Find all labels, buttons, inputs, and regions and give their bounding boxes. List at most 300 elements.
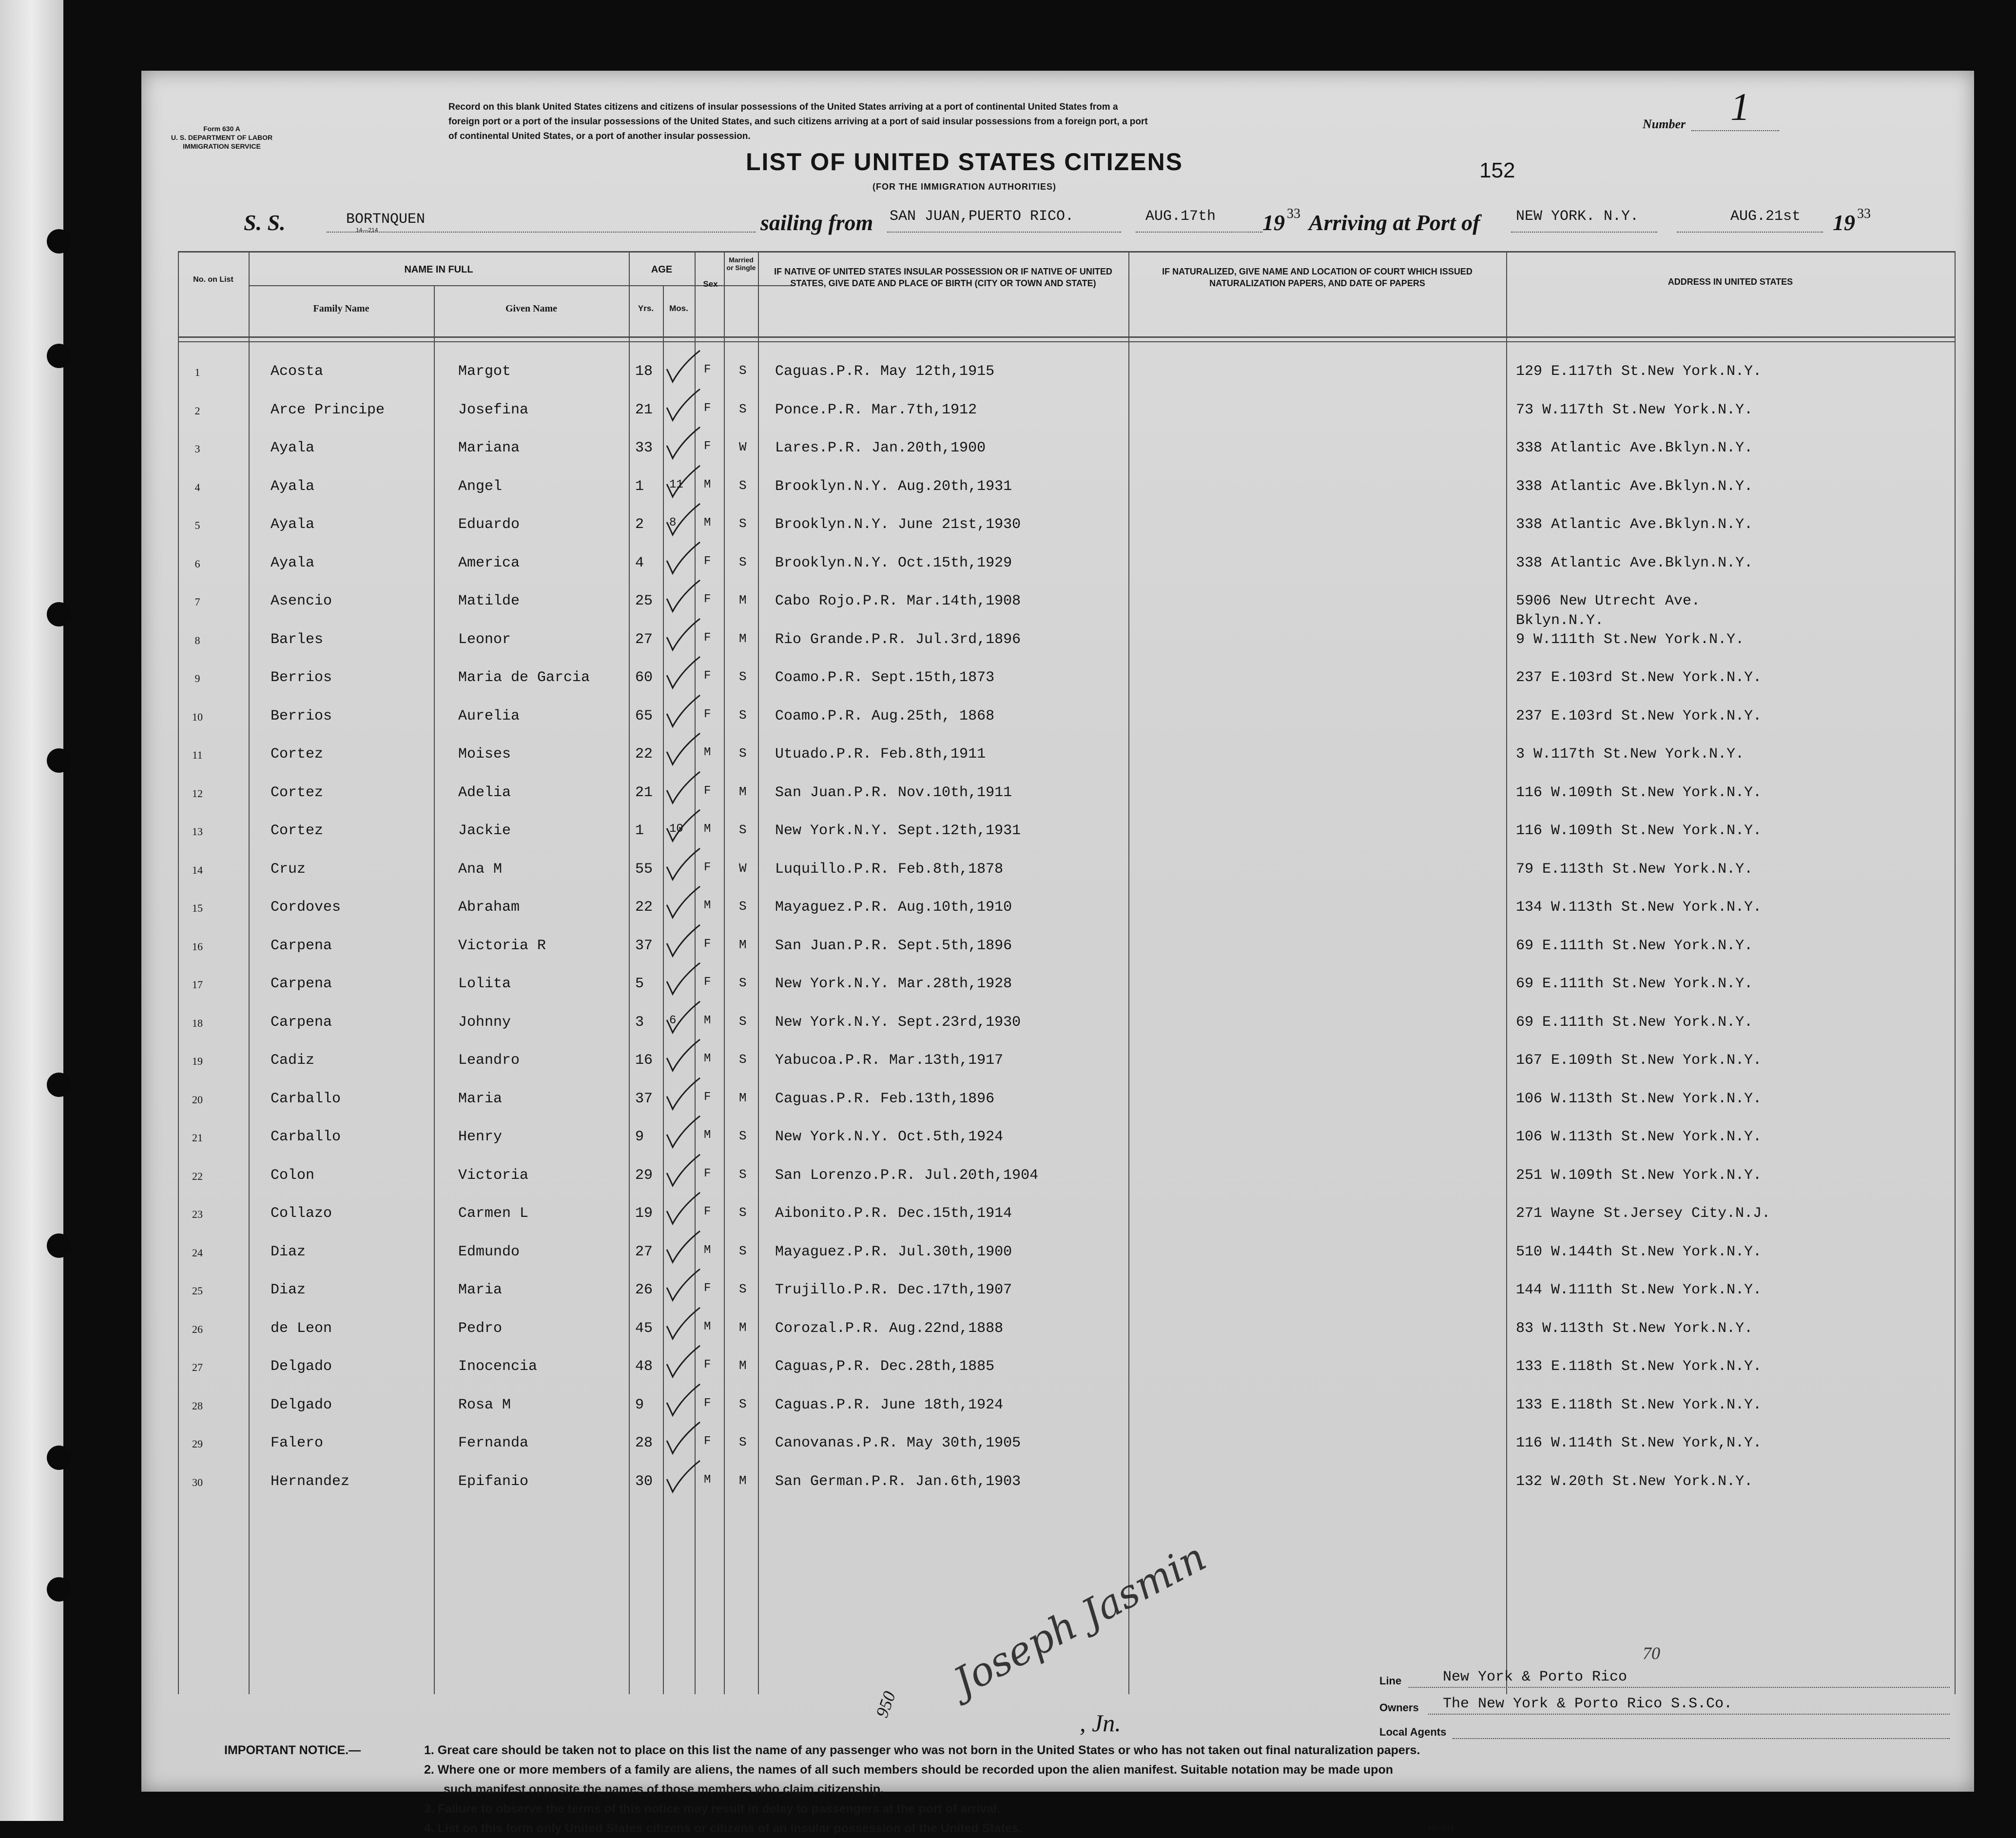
check-mark (663, 1268, 702, 1302)
family-name-cell: Carpena (271, 1014, 332, 1031)
address-cell: 237 E.103rd St.New York.N.Y. (1516, 669, 1762, 686)
family-name-cell: Colon (271, 1167, 315, 1184)
check-mark (663, 1115, 702, 1149)
given-name-cell: America (458, 555, 520, 571)
address-cell: 132 W.20th St.New York.N.Y. (1516, 1473, 1753, 1490)
birth-place-cell: Lares.P.R. Jan.20th,1900 (775, 440, 986, 456)
check-mark (663, 694, 702, 728)
birth-place-cell: Caguas.P.R. Feb.13th,1896 (775, 1091, 995, 1107)
row-number: 17 (192, 978, 203, 991)
row-number: 4 (194, 481, 200, 493)
given-name-cell: Abraham (458, 899, 520, 916)
marital-status-cell: S (739, 478, 747, 493)
handwritten-number: 1 (1730, 86, 1750, 129)
marital-status-cell: W (739, 440, 747, 454)
family-name-cell: Diaz (271, 1244, 306, 1260)
birth-place-cell: Aibonito.P.R. Dec.15th,1914 (775, 1205, 1012, 1222)
check-mark (663, 1460, 702, 1494)
age-years-cell: 3 (635, 1014, 644, 1031)
header-family-name: Family Name (313, 303, 369, 314)
birth-place-cell: Trujillo.P.R. Dec.17th,1907 (775, 1282, 1012, 1298)
age-years-cell: 37 (635, 1091, 653, 1107)
binder-hole (47, 1073, 71, 1097)
check-mark (663, 1038, 702, 1073)
check-mark (663, 1345, 702, 1379)
check-mark (663, 885, 702, 919)
age-years-cell: 22 (635, 746, 653, 763)
notice-line: such manifest opposite the names of those members who claim citizenship. (444, 1782, 884, 1796)
birth-place-cell: Luquillo.P.R. Feb.8th,1878 (775, 861, 1004, 878)
arrival-year: 33 (1857, 206, 1871, 221)
given-name-cell: Maria de Garcia (458, 669, 590, 686)
age-subheader-rule (629, 285, 695, 286)
address-cell: 144 W.111th St.New York.N.Y. (1516, 1282, 1762, 1298)
given-name-cell: Margot (458, 363, 511, 380)
birth-place-cell: San Juan.P.R. Nov.10th,1911 (775, 784, 1012, 801)
birth-place-cell: Coamo.P.R. Aug.25th, 1868 (775, 708, 995, 724)
check-mark (663, 771, 702, 805)
sex-cell: M (704, 1244, 711, 1257)
birth-place-cell: Coamo.P.R. Sept.15th,1873 (775, 669, 995, 686)
sex-cell: F (704, 593, 711, 606)
given-name-cell: Eduardo (458, 516, 520, 533)
check-mark (663, 618, 702, 652)
address-cell: 9 W.111th St.New York.N.Y. (1516, 631, 1745, 648)
header-no-on-list: No. on List (193, 275, 233, 284)
row-number: 24 (192, 1247, 203, 1259)
address-cell: 106 W.113th St.New York.N.Y. (1516, 1091, 1762, 1107)
family-name-cell: Acosta (271, 363, 324, 380)
marital-status-cell: S (739, 1205, 747, 1220)
address-cell: 338 Atlantic Ave.Bklyn.N.Y. (1516, 440, 1753, 456)
check-mark (663, 426, 702, 460)
binder-hole (47, 1233, 71, 1258)
sex-cell: M (704, 1052, 711, 1065)
sail-date: AUG.17th (1145, 208, 1216, 225)
age-years-cell: 28 (635, 1435, 653, 1451)
notice-line: 1. Great care should be taken not to place on this list the name of any passenger who was not born in the United States or who has not taken out final naturalization papers. (424, 1743, 1420, 1757)
inspector-signature: Joseph Jasmin (946, 1534, 1214, 1705)
owners-value: The New York & Porto Rico S.S.Co. (1443, 1696, 1733, 1712)
birth-place-cell: New York.N.Y. Sept.12th,1931 (775, 822, 1021, 839)
family-name-cell: Carballo (271, 1129, 341, 1145)
given-name-cell: Leonor (458, 631, 511, 648)
given-name-cell: Angel (458, 478, 503, 495)
birth-place-cell: San Lorenzo.P.R. Jul.20th,1904 (775, 1167, 1039, 1184)
marital-status-cell: M (739, 631, 747, 646)
family-name-cell: Falero (271, 1435, 324, 1451)
check-mark (663, 1000, 702, 1035)
marital-status-cell: M (739, 1473, 747, 1488)
marital-status-cell: S (739, 708, 747, 723)
sex-cell: M (704, 478, 711, 491)
row-number: 3 (194, 443, 200, 455)
given-name-cell: Victoria R (458, 938, 546, 954)
marital-status-cell: S (739, 1014, 747, 1029)
family-name-cell: Ayala (271, 440, 315, 456)
age-months-cell: 8 (669, 516, 677, 529)
form-number: Form 630 A (203, 125, 240, 133)
check-mark (663, 388, 702, 422)
notice-line: 2. Where one or more members of a family are aliens, the names of all such members should be recorded upon the alien manifest. Suitable notation may be made upon (424, 1763, 1393, 1777)
birth-place-cell: New York.N.Y. Oct.5th,1924 (775, 1129, 1004, 1145)
family-name-cell: Berrios (271, 669, 332, 686)
birth-place-cell: Brooklyn.N.Y. Aug.20th,1931 (775, 478, 1012, 495)
family-name-cell: Collazo (271, 1205, 332, 1222)
marital-status-cell: S (739, 746, 747, 761)
address-cell: 338 Atlantic Ave.Bklyn.N.Y. (1516, 478, 1753, 495)
birth-place-cell: Brooklyn.N.Y. June 21st,1930 (775, 516, 1021, 533)
age-years-cell: 4 (635, 555, 644, 571)
marital-status-cell: M (739, 1358, 747, 1373)
family-name-cell: Carpena (271, 938, 332, 954)
address-cell: 116 W.109th St.New York.N.Y. (1516, 822, 1762, 839)
given-name-cell: Matilde (458, 593, 520, 609)
age-years-cell: 18 (635, 363, 653, 380)
family-name-cell: Ayala (271, 516, 315, 533)
given-name-cell: Maria (458, 1282, 503, 1298)
birth-place-cell: Rio Grande.P.R. Jul.3rd,1896 (775, 631, 1021, 648)
address-cell: 106 W.113th St.New York.N.Y. (1516, 1129, 1762, 1145)
col-rule (1128, 251, 1129, 1694)
given-name-cell: Aurelia (458, 708, 520, 724)
given-name-cell: Jackie (458, 822, 511, 839)
family-name-cell: Cordoves (271, 899, 341, 916)
sex-cell: F (704, 1397, 711, 1410)
family-name-cell: Asencio (271, 593, 332, 609)
sex-cell: M (704, 1014, 711, 1027)
table-top-rule (178, 251, 1955, 253)
ship-underline (327, 232, 756, 233)
family-name-cell: Hernandez (271, 1473, 350, 1490)
col-rule (249, 251, 250, 1694)
birth-place-cell: Caguas.P.R. May 12th,1915 (775, 363, 995, 380)
family-name-cell: Diaz (271, 1282, 306, 1298)
header-naturalized: IF NATURALIZED, GIVE NAME AND LOCATION OF COURT WHICH ISSUED NATURALIZATION PAPERS, AND DATE OF PAPERS (1162, 267, 1473, 288)
address-cell: 116 W.109th St.New York.N.Y. (1516, 784, 1762, 801)
address-cell: 73 W.117th St.New York.N.Y. (1516, 402, 1753, 418)
marital-status-cell: S (739, 822, 747, 837)
agents-underline (1453, 1738, 1950, 1739)
check-mark (663, 847, 702, 881)
age-years-cell: 19 (635, 1205, 653, 1222)
check-mark (663, 962, 702, 996)
col-rule (434, 285, 435, 1694)
sex-cell: F (704, 1282, 711, 1295)
line-value: New York & Porto Rico (1443, 1669, 1628, 1685)
sex-cell: F (704, 708, 711, 721)
marital-status-cell: S (739, 1282, 747, 1296)
row-number: 28 (192, 1400, 203, 1412)
sex-cell: M (704, 1129, 711, 1142)
form-title: LIST OF UNITED STATES CITIZENS (746, 148, 1183, 176)
given-name-cell: Ana M (458, 861, 503, 878)
age-years-cell: 27 (635, 1244, 653, 1260)
family-name-cell: Ayala (271, 555, 315, 571)
form-subtitle: (FOR THE IMMIGRATION AUTHORITIES) (872, 182, 1056, 192)
row-number: 15 (192, 902, 203, 914)
birth-place-cell: New York.N.Y. Mar.28th,1928 (775, 976, 1012, 992)
address-cell: 251 W.109th St.New York.N.Y. (1516, 1167, 1762, 1184)
address-cell: 133 E.118th St.New York.N.Y. (1516, 1397, 1762, 1413)
sex-cell: F (704, 669, 711, 683)
table-header-rule-2 (178, 341, 1955, 342)
marital-status-cell: S (739, 1244, 747, 1258)
marital-status-cell: S (739, 976, 747, 990)
address-cell: 69 E.111th St.New York.N.Y. (1516, 938, 1753, 954)
binder-hole (47, 1446, 71, 1470)
age-years-cell: 65 (635, 708, 653, 724)
row-number: 19 (192, 1055, 203, 1067)
family-name-cell: Cadiz (271, 1052, 315, 1069)
col-rule (758, 251, 759, 1694)
birth-place-cell: San German.P.R. Jan.6th,1903 (775, 1473, 1021, 1490)
row-number: 13 (192, 825, 203, 838)
binder-hole (47, 229, 71, 254)
row-number: 6 (194, 558, 200, 570)
birth-place-cell: Ponce.P.R. Mar.7th,1912 (775, 402, 977, 418)
sex-cell: F (704, 1358, 711, 1371)
form-description (448, 100, 1148, 144)
row-number: 26 (192, 1323, 203, 1335)
arrival-date-underline (1677, 232, 1823, 233)
address-cell: 271 Wayne St.Jersey City.N.J. (1516, 1205, 1771, 1222)
age-years-cell: 25 (635, 593, 653, 609)
sex-cell: F (704, 1205, 711, 1218)
address-cell: 134 W.113th St.New York.N.Y. (1516, 899, 1762, 916)
header-yrs: Yrs. (638, 304, 654, 313)
binder-hole (47, 344, 71, 368)
row-number: 8 (194, 634, 200, 646)
birth-place-cell: Yabucoa.P.R. Mar.13th,1917 (775, 1052, 1004, 1069)
header-mos: Mos. (669, 304, 688, 313)
check-mark (663, 1154, 702, 1188)
given-name-cell: Fernanda (458, 1435, 529, 1451)
address-cell: 5906 New Utrecht Ave. (1516, 593, 1701, 609)
sex-cell: F (704, 1435, 711, 1448)
birth-place-cell: Utuado.P.R. Feb.8th,1911 (775, 746, 986, 763)
ss-label: S. S. (244, 210, 286, 235)
sex-cell: M (704, 746, 711, 759)
given-name-cell: Josefina (458, 402, 529, 418)
given-name-cell: Victoria (458, 1167, 529, 1184)
sex-cell: M (704, 1473, 711, 1486)
age-years-cell: 60 (635, 669, 653, 686)
row-number: 27 (192, 1361, 203, 1373)
marital-status-cell: M (739, 1091, 747, 1105)
age-years-cell: 5 (635, 976, 644, 992)
birth-place-cell: Caguas,P.R. Dec.28th,1885 (775, 1358, 995, 1375)
given-name-cell: Moises (458, 746, 511, 763)
check-mark (663, 656, 702, 690)
header-married-single: Married or Single (726, 256, 756, 272)
age-years-cell: 21 (635, 784, 653, 801)
sex-cell: F (704, 440, 711, 453)
address-cell: 116 W.114th St.New York,N.Y. (1516, 1435, 1762, 1451)
table-header-rule (178, 336, 1955, 338)
header-birth: IF NATIVE OF UNITED STATES INSULAR POSSESSION OR IF NATIVE OF UNITED STATES, GIVE DATE AND PLACE OF BIRTH (CITY OR TOWN AND STATE) (774, 267, 1112, 288)
address-cell: 510 W.144th St.New York.N.Y. (1516, 1244, 1762, 1260)
binder-hole (47, 1577, 71, 1602)
address-cell: 133 E.118th St.New York.N.Y. (1516, 1358, 1762, 1375)
binder-strip (0, 0, 63, 1821)
year-prefix: 19 (1262, 210, 1285, 235)
sex-cell: F (704, 784, 711, 798)
given-name-cell: Mariana (458, 440, 520, 456)
address-cell: 129 E.117th St.New York.N.Y. (1516, 363, 1762, 380)
given-name-cell: Leandro (458, 1052, 520, 1069)
age-years-cell: 9 (635, 1397, 644, 1413)
arrival-year-prefix: 19 (1833, 210, 1855, 235)
row-number: 5 (194, 519, 200, 531)
sex-cell: M (704, 822, 711, 836)
address-cell: 79 E.113th St.New York.N.Y. (1516, 861, 1753, 878)
row-number: 21 (192, 1132, 203, 1144)
sex-cell: F (704, 861, 711, 874)
number-label: Number (1643, 117, 1686, 131)
age-years-cell: 16 (635, 1052, 653, 1069)
given-name-cell: Edmundo (458, 1244, 520, 1260)
agents-label: Local Agents (1379, 1726, 1447, 1738)
service-name: IMMIGRATION SERVICE (183, 142, 261, 150)
family-name-cell: Barles (271, 631, 324, 648)
sail-year: 33 (1287, 206, 1300, 221)
family-name-cell: de Leon (271, 1320, 332, 1337)
family-name-cell: Berrios (271, 708, 332, 724)
col-rule (629, 251, 630, 1694)
check-mark (663, 541, 702, 575)
row-number: 22 (192, 1170, 203, 1182)
age-years-cell: 1 (635, 478, 644, 495)
line-underline (1409, 1687, 1950, 1688)
age-years-cell: 55 (635, 861, 653, 878)
row-number: 7 (194, 596, 200, 608)
given-name-cell: Rosa M (458, 1397, 511, 1413)
manifest-page (141, 71, 1974, 1835)
sex-cell: F (704, 938, 711, 951)
notice-title: IMPORTANT NOTICE.— (224, 1743, 361, 1757)
family-name-cell: Delgado (271, 1358, 332, 1375)
check-mark (663, 1192, 702, 1226)
age-years-cell: 45 (635, 1320, 653, 1337)
age-years-cell: 2 (635, 516, 644, 533)
check-mark (663, 350, 702, 384)
sex-cell: M (704, 516, 711, 529)
address-cell: 83 W.113th St.New York.N.Y. (1516, 1320, 1753, 1337)
marital-status-cell: S (739, 402, 747, 416)
sex-cell: M (704, 1320, 711, 1333)
age-years-cell: 9 (635, 1129, 644, 1145)
age-years-cell: 29 (635, 1167, 653, 1184)
notice-line: 3. Failure to observe the terms of this notice may result in delay to passengers at the port of arrival. (424, 1802, 1001, 1816)
marital-status-cell: S (739, 363, 747, 378)
sex-cell: F (704, 631, 711, 645)
family-name-cell: Carpena (271, 976, 332, 992)
given-name-cell: Pedro (458, 1320, 503, 1337)
marital-status-cell: M (739, 1320, 747, 1335)
line-label: Line (1379, 1675, 1402, 1687)
marital-status-cell: S (739, 899, 747, 914)
age-years-cell: 1 (635, 822, 644, 839)
sex-cell: F (704, 976, 711, 989)
row-number: 20 (192, 1094, 203, 1106)
binder-hole (47, 602, 71, 626)
row-number: 12 (192, 787, 203, 800)
port-underline (887, 232, 1121, 233)
sex-cell: F (704, 555, 711, 568)
given-name-cell: Adelia (458, 784, 511, 801)
margin-note: 950 (872, 1688, 900, 1721)
form-id-block (166, 124, 278, 151)
description-line: of continental United States, or a port of another insular possession. (448, 131, 751, 141)
address-cell: 167 E.109th St.New York.N.Y. (1516, 1052, 1762, 1069)
description-line: Record on this blank United States citizens and citizens of insular possessions of the United States arriving at a port of continental United States from a (448, 102, 1118, 112)
form-code-small: 14—214 (356, 227, 378, 234)
department-name: U. S. DEPARTMENT OF LABOR (171, 134, 273, 141)
ship-name: BORTNQUEN (346, 211, 426, 228)
row-number: 9 (194, 672, 200, 684)
row-number: 25 (192, 1285, 203, 1297)
age-months-cell: 11 (669, 478, 683, 491)
check-mark (663, 1230, 702, 1264)
birth-place-cell: Corozal.P.R. Aug.22nd,1888 (775, 1320, 1004, 1337)
birth-place-cell: Caguas.P.R. June 18th,1924 (775, 1397, 1004, 1413)
marital-status-cell: M (739, 784, 747, 799)
row-number: 16 (192, 940, 203, 953)
birth-place-cell: Cabo Rojo.P.R. Mar.14th,1908 (775, 593, 1021, 609)
sex-cell: M (704, 899, 711, 912)
family-name-cell: Carballo (271, 1091, 341, 1107)
owners-underline (1428, 1714, 1950, 1715)
row-number: 1 (194, 366, 200, 378)
page-number: 152 (1479, 158, 1515, 182)
family-name-cell: Cortez (271, 746, 324, 763)
sex-cell: F (704, 363, 711, 376)
check-mark (663, 809, 702, 843)
check-mark (663, 732, 702, 766)
header-age: AGE (651, 264, 673, 275)
given-name-cell: Maria (458, 1091, 503, 1107)
address-cell: 3 W.117th St.New York.N.Y. (1516, 746, 1745, 763)
marital-status-cell: S (739, 516, 747, 531)
row-number: 30 (192, 1476, 203, 1488)
signature-initials: , Jn. (1080, 1709, 1121, 1737)
address-cell: 69 E.111th St.New York.N.Y. (1516, 1014, 1753, 1031)
given-name-cell: Carmen L (458, 1205, 529, 1222)
birth-place-cell: San Juan.P.R. Sept.5th,1896 (775, 938, 1012, 954)
age-months-cell: 6 (669, 1014, 677, 1027)
family-name-cell: Ayala (271, 478, 315, 495)
number-underline (1691, 130, 1779, 131)
col-rule (178, 251, 179, 1694)
notice-line: 4. List on this form only United States citizens or citizens of an insular possession of the United States. (424, 1821, 1022, 1835)
address-cell: 338 Atlantic Ave.Bklyn.N.Y. (1516, 555, 1753, 571)
birth-place-cell: New York.N.Y. Sept.23rd,1930 (775, 1014, 1021, 1031)
family-name-cell: Arce Principe (271, 402, 385, 418)
check-mark (663, 1383, 702, 1417)
given-name-cell: Henry (458, 1129, 503, 1145)
check-mark (663, 1421, 702, 1455)
row-number: 14 (192, 864, 203, 876)
given-name-cell: Epifanio (458, 1473, 529, 1490)
family-name-cell: Cortez (271, 784, 324, 801)
family-name-cell: Delgado (271, 1397, 332, 1413)
address-cell-line2: Bklyn.N.Y. (1516, 612, 1604, 629)
age-years-cell: 48 (635, 1358, 653, 1375)
given-name-cell: Johnny (458, 1014, 511, 1031)
age-years-cell: 21 (635, 402, 653, 418)
birth-place-cell: Brooklyn.N.Y. Oct.15th,1929 (775, 555, 1012, 571)
